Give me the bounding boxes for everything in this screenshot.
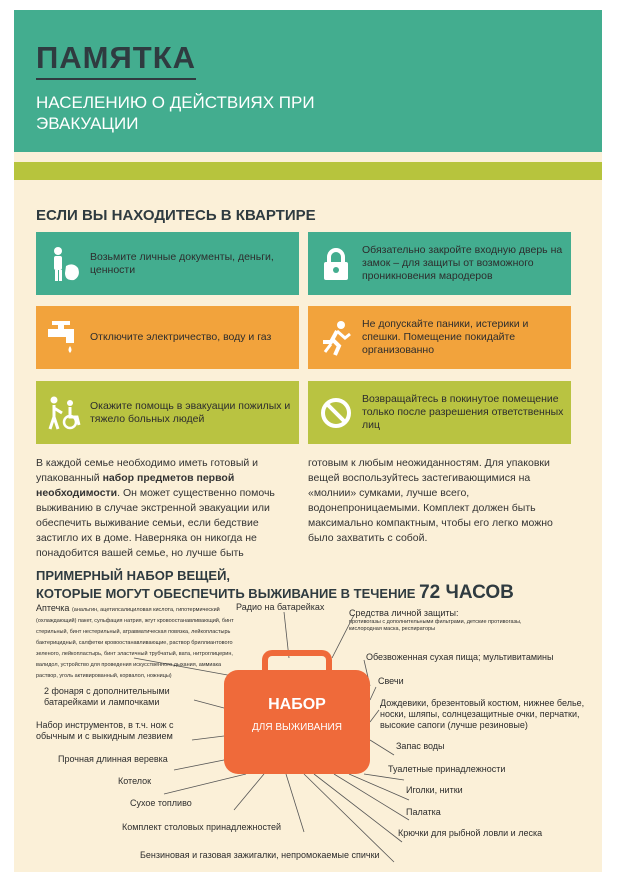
card-text: Возвращайтесь в покинутое помещение только после разрешения ответственных лиц — [362, 393, 564, 431]
section-title-apartment: ЕСЛИ ВЫ НАХОДИТЕСЬ В КВАРТИРЕ — [36, 207, 316, 224]
item-first-aid-detail: (анальгин, ацетилсалициловая кислота, гипотермический (охлаждающий) пакет, сульфация натрия, жгут кровоостанавливающий, бинт стерильный, бинт нестерильный, атравматическая повязка, лейкопластырь бактерицидный, салфетки кровоостанавливающие, раствор бриллиантового зеленого, лейкопластырь, бинт эластичный трубчатый, вата, нитроглицерин, валидол, устройство для проведения искусственного дыхания, аммиака раствор, уголь активированный, корвалол, ножницы) — [36, 607, 234, 679]
item-lighters: Бензиновая и газовая зажигалки, непромокаемые спички — [140, 850, 380, 860]
kit-subtitle: ДЛЯ ВЫЖИВАНИЯ — [252, 722, 342, 733]
item-food: Обезвоженная сухая пища; мультивитамины — [366, 652, 554, 662]
item-tent: Палатка — [406, 807, 441, 817]
paragraph-right: готовым к любым неожиданностям. Для упаковки вещей воспользуйтесь застегивающимися на «молнии» сумками, лучше всего, водонепроницаемыми. Комплект должен быть максимально компактным, чтобы его легко можно было захватить с собой. — [308, 457, 553, 544]
item-radio: Радио на батарейках — [236, 602, 325, 612]
paragraph-text-end: . Он может существенно помочь выживанию в случае экстренной эвакуации или обеспечить выживание семьи, если бедствие застигло их в доме. Наверняка он никогда не понадобится вашей семье, но лучше быть — [36, 487, 275, 559]
page-subtitle: НАСЕЛЕНИЮ О ДЕЙСТВИЯХ ПРИ ЭВАКУАЦИИ — [36, 93, 315, 133]
item-pot: Котелок — [118, 776, 152, 786]
item-fishing: Крючки для рыбной ловли и леска — [398, 828, 543, 838]
item-toilet: Туалетные принадлежности — [388, 764, 506, 774]
heading-hours: 72 ЧАСОВ — [419, 582, 514, 603]
item-fuel: Сухое топливо — [130, 798, 192, 808]
item-protection-title: Средства личной защиты: — [349, 608, 459, 618]
card-text: Окажите помощь в эвакуации пожилых и тяжело больных людей — [90, 399, 291, 425]
item-first-aid — [36, 603, 236, 680]
item-clothes: Дождевики, брезентовый костюм, нижнее белье, носки, шляпы, солнцезащитные очки, перчатки, высокие сапоги (лучше резиновые) — [380, 698, 585, 730]
kit-title: НАБОР — [268, 696, 326, 713]
memo-page — [14, 10, 602, 872]
card-text: Возьмите личные документы, деньги, ценности — [90, 250, 274, 276]
item-water: Запас воды — [396, 741, 445, 751]
paragraph-text: В каждой семье необходимо иметь готовый и упакованный — [36, 457, 259, 484]
item-first-aid-title: Аптечка — [36, 603, 70, 613]
item-cutlery: Комплект столовых принадлежностей — [122, 822, 282, 832]
item-tools: Набор инструментов, в т.ч. нож с обычным и с выкидным лезвием — [36, 720, 174, 741]
item-flashlights: 2 фонаря с дополнительными батарейками и лампочками — [44, 686, 170, 707]
card-text: Не допускайте паники, истерики и спешки. Помещение покидайте организованно — [362, 318, 529, 356]
item-protection — [349, 608, 524, 632]
item-candles: Свечи — [378, 676, 404, 686]
card-text: Обязательно закройте входную дверь на замок – для защиты от возможного проникновения мародеров — [362, 244, 563, 282]
item-rope: Прочная длинная веревка — [58, 754, 168, 764]
heading-line1: ПРИМЕРНЫЙ НАБОР ВЕЩЕЙ, — [36, 568, 231, 583]
heading-line2: КОТОРЫЕ МОГУТ ОБЕСПЕЧИТЬ ВЫЖИВАНИЕ В ТЕЧЕНИЕ — [36, 586, 416, 601]
paragraph-bold: набор предметов первой необходимости — [36, 472, 235, 499]
item-protection-detail: противогазы с дополнительными фильтрами, детские противогазы, кислородная маска, респираторы — [349, 619, 522, 632]
item-needles: Иголки, нитки — [406, 785, 463, 795]
page-title: ПАМЯТКА — [36, 40, 197, 75]
card-text: Отключите электричество, воду и газ — [90, 331, 272, 343]
